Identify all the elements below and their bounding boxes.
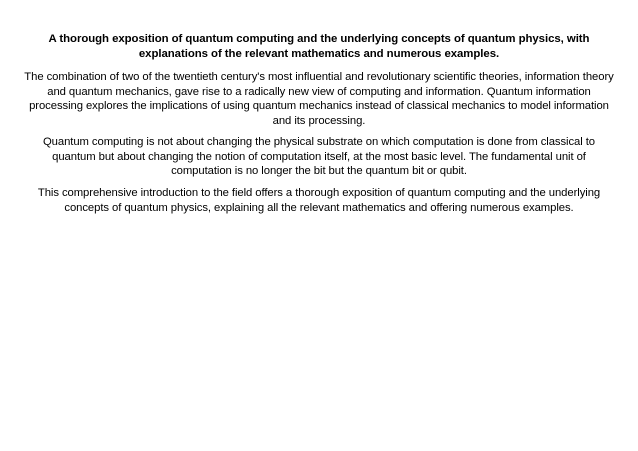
paragraph-introduction-summary: This comprehensive introduction to the field offers a thorough exposition of quantum computing and the underlying concepts of quantum physics, explaining all the relevant mathematics and offering numerous examples. <box>37 187 601 214</box>
document-title: A thorough exposition of quantum computing and the underlying concepts of quantum physics, with explanations of the relevant mathematics and numerous examples. <box>48 33 590 60</box>
paragraph-intro: The combination of two of the twentieth century's most influential and revolutionary scientific theories, information theory and quantum mechanics, gave rise to a radically new view of computing and information. Quantum information processing explores the implications of using quantum mechanics instead of classical mechanics to model information and its processing. <box>24 71 614 127</box>
paragraph-quantum-computing: Quantum computing is not about changing the physical substrate on which computation is done from classical to quantum but about changing the notion of computation itself, at the most basic level. The fundamental unit of computation is no longer the bit but the quantum bit or qubit. <box>42 136 596 178</box>
